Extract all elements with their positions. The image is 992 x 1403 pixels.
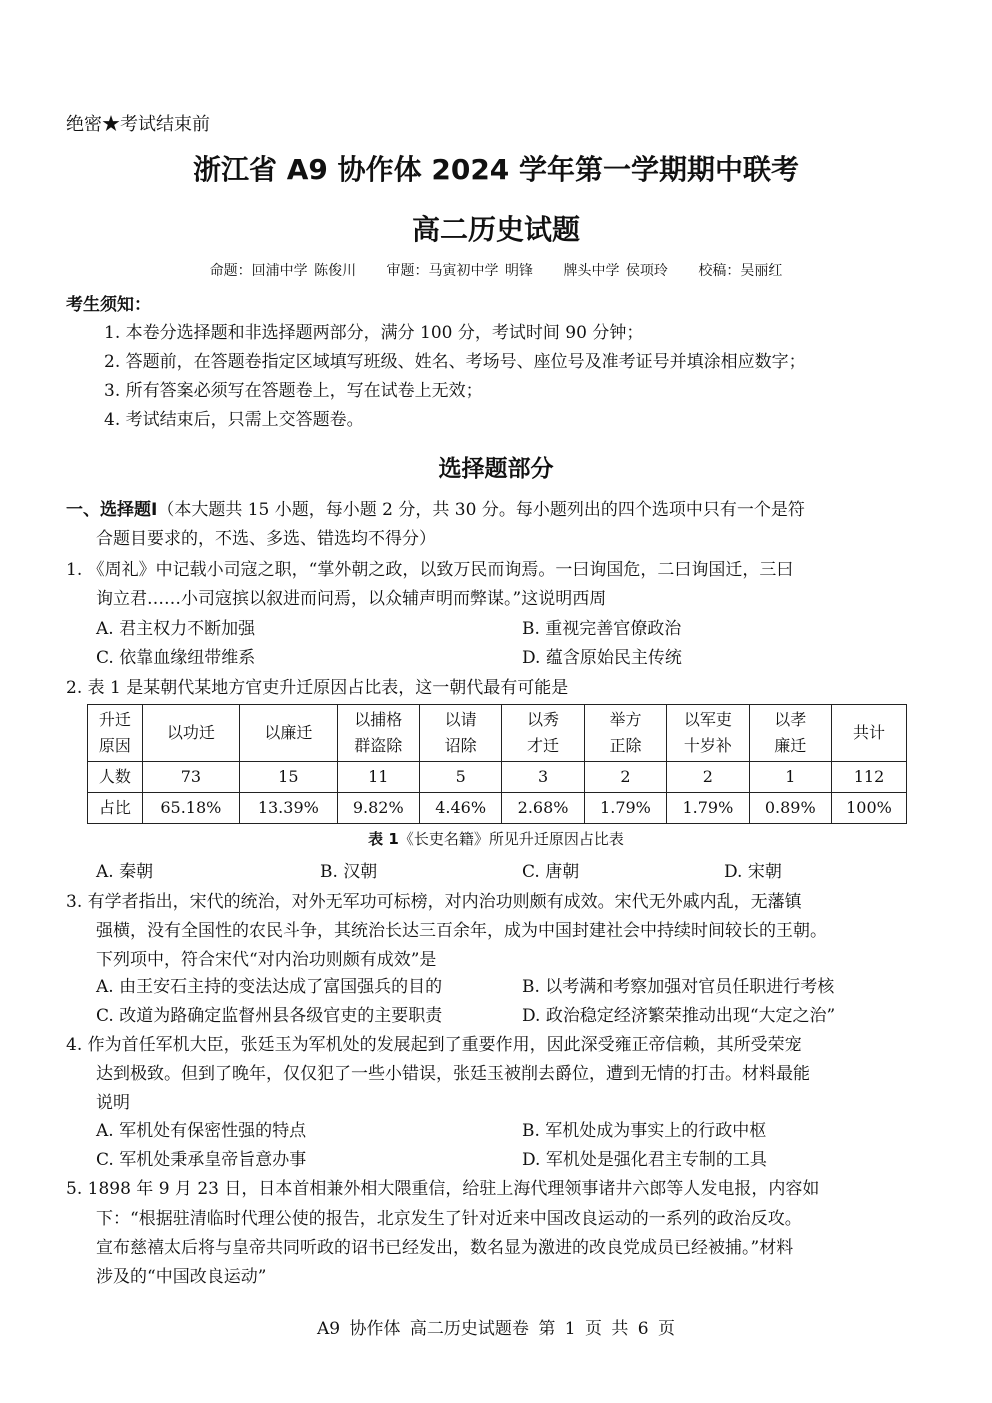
table-cell: 65.18% bbox=[142, 793, 239, 824]
q1-option-d: D. 蕴含原始民主传统 bbox=[522, 648, 682, 668]
q2-option-b: B. 汉朝 bbox=[320, 862, 378, 882]
q4-line2: 达到极致。但到了晚年，仅仅犯了一些小错误，张廷玉被削去爵位，遭到无情的打击。材料最能 bbox=[96, 1064, 810, 1084]
table-header-cell: 以孝 廉迁 bbox=[749, 705, 831, 762]
q4-line1: 4. 作为首任军机大臣，张廷玉为军机处的发展起到了重要作用，因此深受雍正帝信赖，其所受荣宠 bbox=[66, 1035, 802, 1055]
notice-item-3: 3. 所有答案必须写在答题卷上，写在试卷上无效； bbox=[104, 381, 483, 401]
table-cell: 1.79% bbox=[584, 793, 666, 824]
table-cell: 占比 bbox=[88, 793, 143, 824]
table-caption bbox=[0, 828, 992, 849]
table-row bbox=[88, 762, 907, 793]
q2-option-c: C. 唐朝 bbox=[522, 862, 580, 882]
table-cell: 112 bbox=[831, 762, 906, 793]
q5-line3: 宣布慈禧太后将与皇帝共同听政的诏书已经发出，数名显为激进的改良党成员已经被捕。”材料 bbox=[96, 1238, 794, 1258]
table-cell: 人数 bbox=[88, 762, 143, 793]
q2-stem: 2. 表 1 是某朝代某地方官吏升迁原因占比表，这一朝代最有可能是 bbox=[66, 678, 569, 698]
table-cell: 3 bbox=[502, 762, 584, 793]
table-header-cell: 以廉迁 bbox=[240, 705, 337, 762]
page-footer: A9 协作体 高二历史试题卷 第 1 页 共 6 页 bbox=[317, 1319, 675, 1339]
q3-option-a: A. 由王安石主持的变法达成了富国强兵的目的 bbox=[96, 977, 443, 997]
table-header-cell: 共计 bbox=[831, 705, 906, 762]
author-reviewer-2: 牌头中学 侯项玲 bbox=[563, 263, 668, 279]
q5-line1: 5. 1898 年 9 月 23 日，日本首相兼外相大隈重信，给驻上海代理领事诸井六郎等人发电报，内容如 bbox=[66, 1179, 820, 1199]
authors-line bbox=[0, 260, 992, 280]
table-header-cell: 升迁 原因 bbox=[88, 705, 143, 762]
section-title: 选择题部分 bbox=[438, 456, 554, 482]
q1-line2: 询立君……小司寇摈以叙进而问焉，以众辅声明而弊谋。”这说明西周 bbox=[96, 589, 607, 609]
table-header-row bbox=[88, 705, 907, 762]
table-cell: 2.68% bbox=[502, 793, 584, 824]
exam-title: 浙江省 A9 协作体 2024 学年第一学期期中联考 bbox=[192, 153, 800, 186]
table-cell: 15 bbox=[240, 762, 337, 793]
exam-subtitle: 高二历史试题 bbox=[411, 213, 580, 246]
part1-header bbox=[66, 496, 805, 524]
table-caption-text: 《长吏名籍》所见升迁原因占比表 bbox=[398, 830, 624, 848]
notice-title: 考生须知： bbox=[66, 295, 151, 315]
q3-line1: 3. 有学者指出，宋代的统治，对外无军功可标榜，对内治功则颇有成效。宋代无外戚内乱，无藩镇 bbox=[66, 892, 802, 912]
notice-item-1: 1. 本卷分选择题和非选择题两部分，满分 100 分，考试时间 90 分钟； bbox=[104, 323, 644, 343]
part1-desc-cont: 合题目要求的，不选、多选、错选均不得分） bbox=[96, 529, 436, 549]
q3-option-b: B. 以考满和考察加强对官员任职进行考核 bbox=[522, 977, 835, 997]
q3-option-d: D. 政治稳定经济繁荣推动出现“大定之治” bbox=[522, 1006, 836, 1026]
table-caption-label: 表 1 bbox=[368, 830, 399, 848]
table-cell: 73 bbox=[142, 762, 239, 793]
q1-option-c: C. 依靠血缘纽带维系 bbox=[96, 648, 256, 668]
promotion-table bbox=[87, 704, 907, 824]
q1-line1: 1. 《周礼》中记载小司寇之职，“掌外朝之政，以致万民而询焉。一曰询国危，二曰询国迁，三曰 bbox=[66, 560, 794, 580]
table-header-cell: 以捕格 群盗除 bbox=[337, 705, 419, 762]
q3-line2: 强横，没有全国性的农民斗争，其统治长达三百余年，成为中国封建社会中持续时间较长的王朝。 bbox=[96, 921, 827, 941]
table-cell: 1 bbox=[749, 762, 831, 793]
author-reviewer: 审题：马寅初中学 明锋 bbox=[386, 263, 533, 279]
table-cell: 11 bbox=[337, 762, 419, 793]
table-header-cell: 以功迁 bbox=[142, 705, 239, 762]
notice-item-4: 4. 考试结束后，只需上交答题卷。 bbox=[104, 410, 364, 430]
table-header-cell: 以请 诏除 bbox=[419, 705, 501, 762]
q2-option-a: A. 秦朝 bbox=[96, 862, 154, 882]
table-header-cell: 以秀 才迁 bbox=[502, 705, 584, 762]
q2-option-d: D. 宋朝 bbox=[724, 862, 782, 882]
table-cell: 2 bbox=[667, 762, 749, 793]
table-header-cell: 举方 正除 bbox=[584, 705, 666, 762]
notice-item-2: 2. 答题前，在答题卷指定区域填写班级、姓名、考场号、座位号及准考证号并填涂相应数字； bbox=[104, 352, 806, 372]
q4-option-c: C. 军机处秉承皇帝旨意办事 bbox=[96, 1150, 307, 1170]
author-proofreader: 校稿：吴丽红 bbox=[698, 263, 783, 279]
table-row bbox=[88, 793, 907, 824]
q3-line3: 下列项中，符合宋代“对内治功则颇有成效”是 bbox=[96, 950, 437, 970]
table-cell: 4.46% bbox=[419, 793, 501, 824]
author-proposer: 命题：回浦中学 陈俊川 bbox=[209, 263, 357, 279]
table-cell: 13.39% bbox=[240, 793, 337, 824]
q4-line3: 说明 bbox=[96, 1093, 130, 1113]
q3-option-c: C. 改道为路确定监督州县各级官吏的主要职责 bbox=[96, 1006, 443, 1026]
part1-label: 一、选择题Ⅰ bbox=[66, 500, 158, 520]
table-cell: 0.89% bbox=[749, 793, 831, 824]
table-cell: 2 bbox=[584, 762, 666, 793]
q5-line4: 涉及的“中国改良运动” bbox=[96, 1267, 267, 1287]
q4-option-a: A. 军机处有保密性强的特点 bbox=[96, 1121, 307, 1141]
part1-desc: （本大题共 15 小题，每小题 2 分，共 30 分。每小题列出的四个选项中只有一个是符 bbox=[157, 500, 805, 520]
q5-line2: 下：“根据驻清临时代理公使的报告，北京发生了针对近来中国改良运动的一系列的政治反攻。 bbox=[96, 1209, 802, 1229]
q1-option-b: B. 重视完善官僚政治 bbox=[522, 619, 682, 639]
q4-option-d: D. 军机处是强化君主专制的工具 bbox=[522, 1150, 767, 1170]
table-header-cell: 以军吏 十岁补 bbox=[667, 705, 749, 762]
q4-option-b: B. 军机处成为事实上的行政中枢 bbox=[522, 1121, 767, 1141]
table-cell: 9.82% bbox=[337, 793, 419, 824]
secret-label: 绝密★考试结束前 bbox=[66, 114, 210, 135]
table-cell: 5 bbox=[419, 762, 501, 793]
table-cell: 100% bbox=[831, 793, 906, 824]
q1-option-a: A. 君主权力不断加强 bbox=[96, 619, 256, 639]
table-cell: 1.79% bbox=[667, 793, 749, 824]
